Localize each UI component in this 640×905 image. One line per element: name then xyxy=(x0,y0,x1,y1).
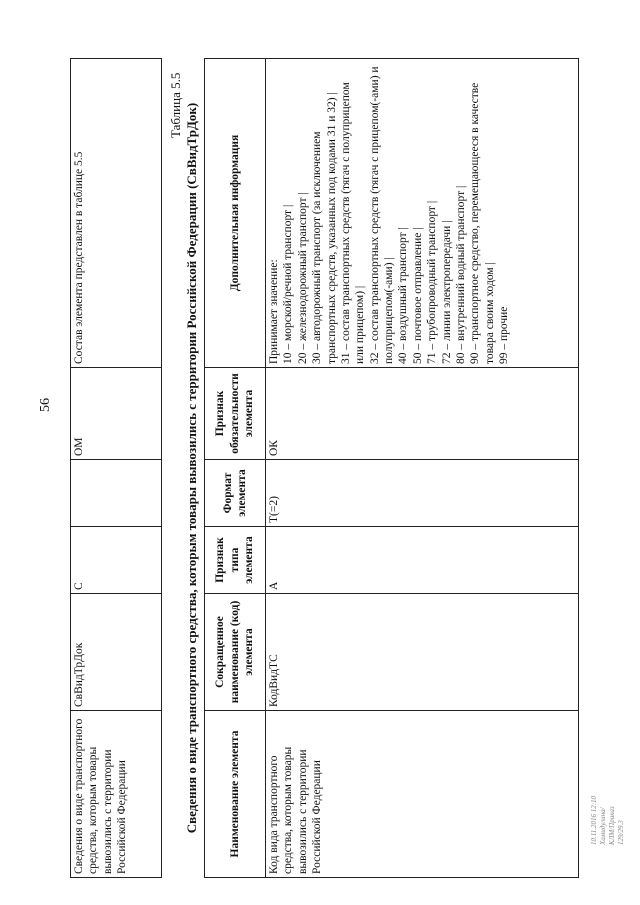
header-row xyxy=(205,59,266,878)
signature-stamp xyxy=(590,795,626,845)
cell-type: С xyxy=(71,527,162,594)
value-item: 80 – внутренний водный транспорт | xyxy=(454,185,467,364)
value-item: 99 – прочие xyxy=(498,306,510,364)
cell-info xyxy=(266,59,579,368)
info-intro: Принимает значение: xyxy=(268,259,280,364)
value-item: 90 – транспортное средство, перемещающееся в качестве товара своим ходом | xyxy=(469,82,496,364)
value-item: 31 – состав транспортных средств (тягач с полуприцепом или прицепом) | xyxy=(339,82,367,364)
previous-table-fragment xyxy=(70,58,162,878)
rotated-page-content xyxy=(70,36,590,878)
cell-info: Состав элемента представлен в таблице 5.5 xyxy=(71,59,162,368)
table-number: Таблица 5.5 xyxy=(168,72,183,138)
cell-mandatory: ОК xyxy=(266,368,579,460)
table-5-5 xyxy=(204,58,579,878)
cell-name: Сведения о виде транспортного средства, которым товары вывозились с территории Российской Федерации xyxy=(71,711,162,878)
value-item: 10 – морской/речной транспорт | xyxy=(282,204,295,364)
cell-format xyxy=(71,460,162,527)
value-item: 71 – трубопроводный транспорт | xyxy=(426,200,439,364)
value-item: 50 – почтовое отправление | xyxy=(411,227,424,364)
header-name: Наименование элемента xyxy=(205,711,266,878)
table-row xyxy=(266,59,579,878)
signature-line: 10.11.2016 12:10 xyxy=(590,795,598,845)
page-number: 56 xyxy=(38,398,53,412)
value-item: 72 – линии электропередачи | xyxy=(440,220,453,364)
header-mandatory: Признак обязательности элемента xyxy=(205,368,266,460)
table-caption: Сведения о виде транспортного средства, которым товары вывозились с территории Российской Федерации (СвВидТрДок) xyxy=(184,102,199,834)
cell-format: Т(=2) xyxy=(266,460,579,527)
cell-name: Код вида транспортного средства, которым товары вывозились с территории Российской Федерации xyxy=(266,711,579,878)
header-format: Формат элемента xyxy=(205,460,266,527)
header-type: Признак типа элемента xyxy=(205,527,266,594)
value-item: 30 – автодорожный транспорт (за исключением транспортных средств, указанных под кодами 31 и 32) | xyxy=(311,92,338,364)
cell-code: КодВидТС xyxy=(266,594,579,711)
cell-type: А xyxy=(266,527,579,594)
value-item: 40 – воздушный транспорт | xyxy=(397,227,410,364)
value-item: 32 – состав транспортных средств (тягач с прицепом(-ами) и полуприцепом(-ами) | xyxy=(368,66,395,364)
cell-mandatory: ОМ xyxy=(71,368,162,460)
signature-line: Хамидулина/КЛМ/Приказ 129/29.3 xyxy=(599,806,626,845)
table-row xyxy=(71,59,162,878)
header-code: Сокращенное наименование (код) элемента xyxy=(205,594,266,711)
header-info: Дополнительная информация xyxy=(205,59,266,368)
cell-code: СвВидТрДок xyxy=(71,594,162,711)
value-item: 20 – железнодорожный транспорт | xyxy=(296,192,309,364)
